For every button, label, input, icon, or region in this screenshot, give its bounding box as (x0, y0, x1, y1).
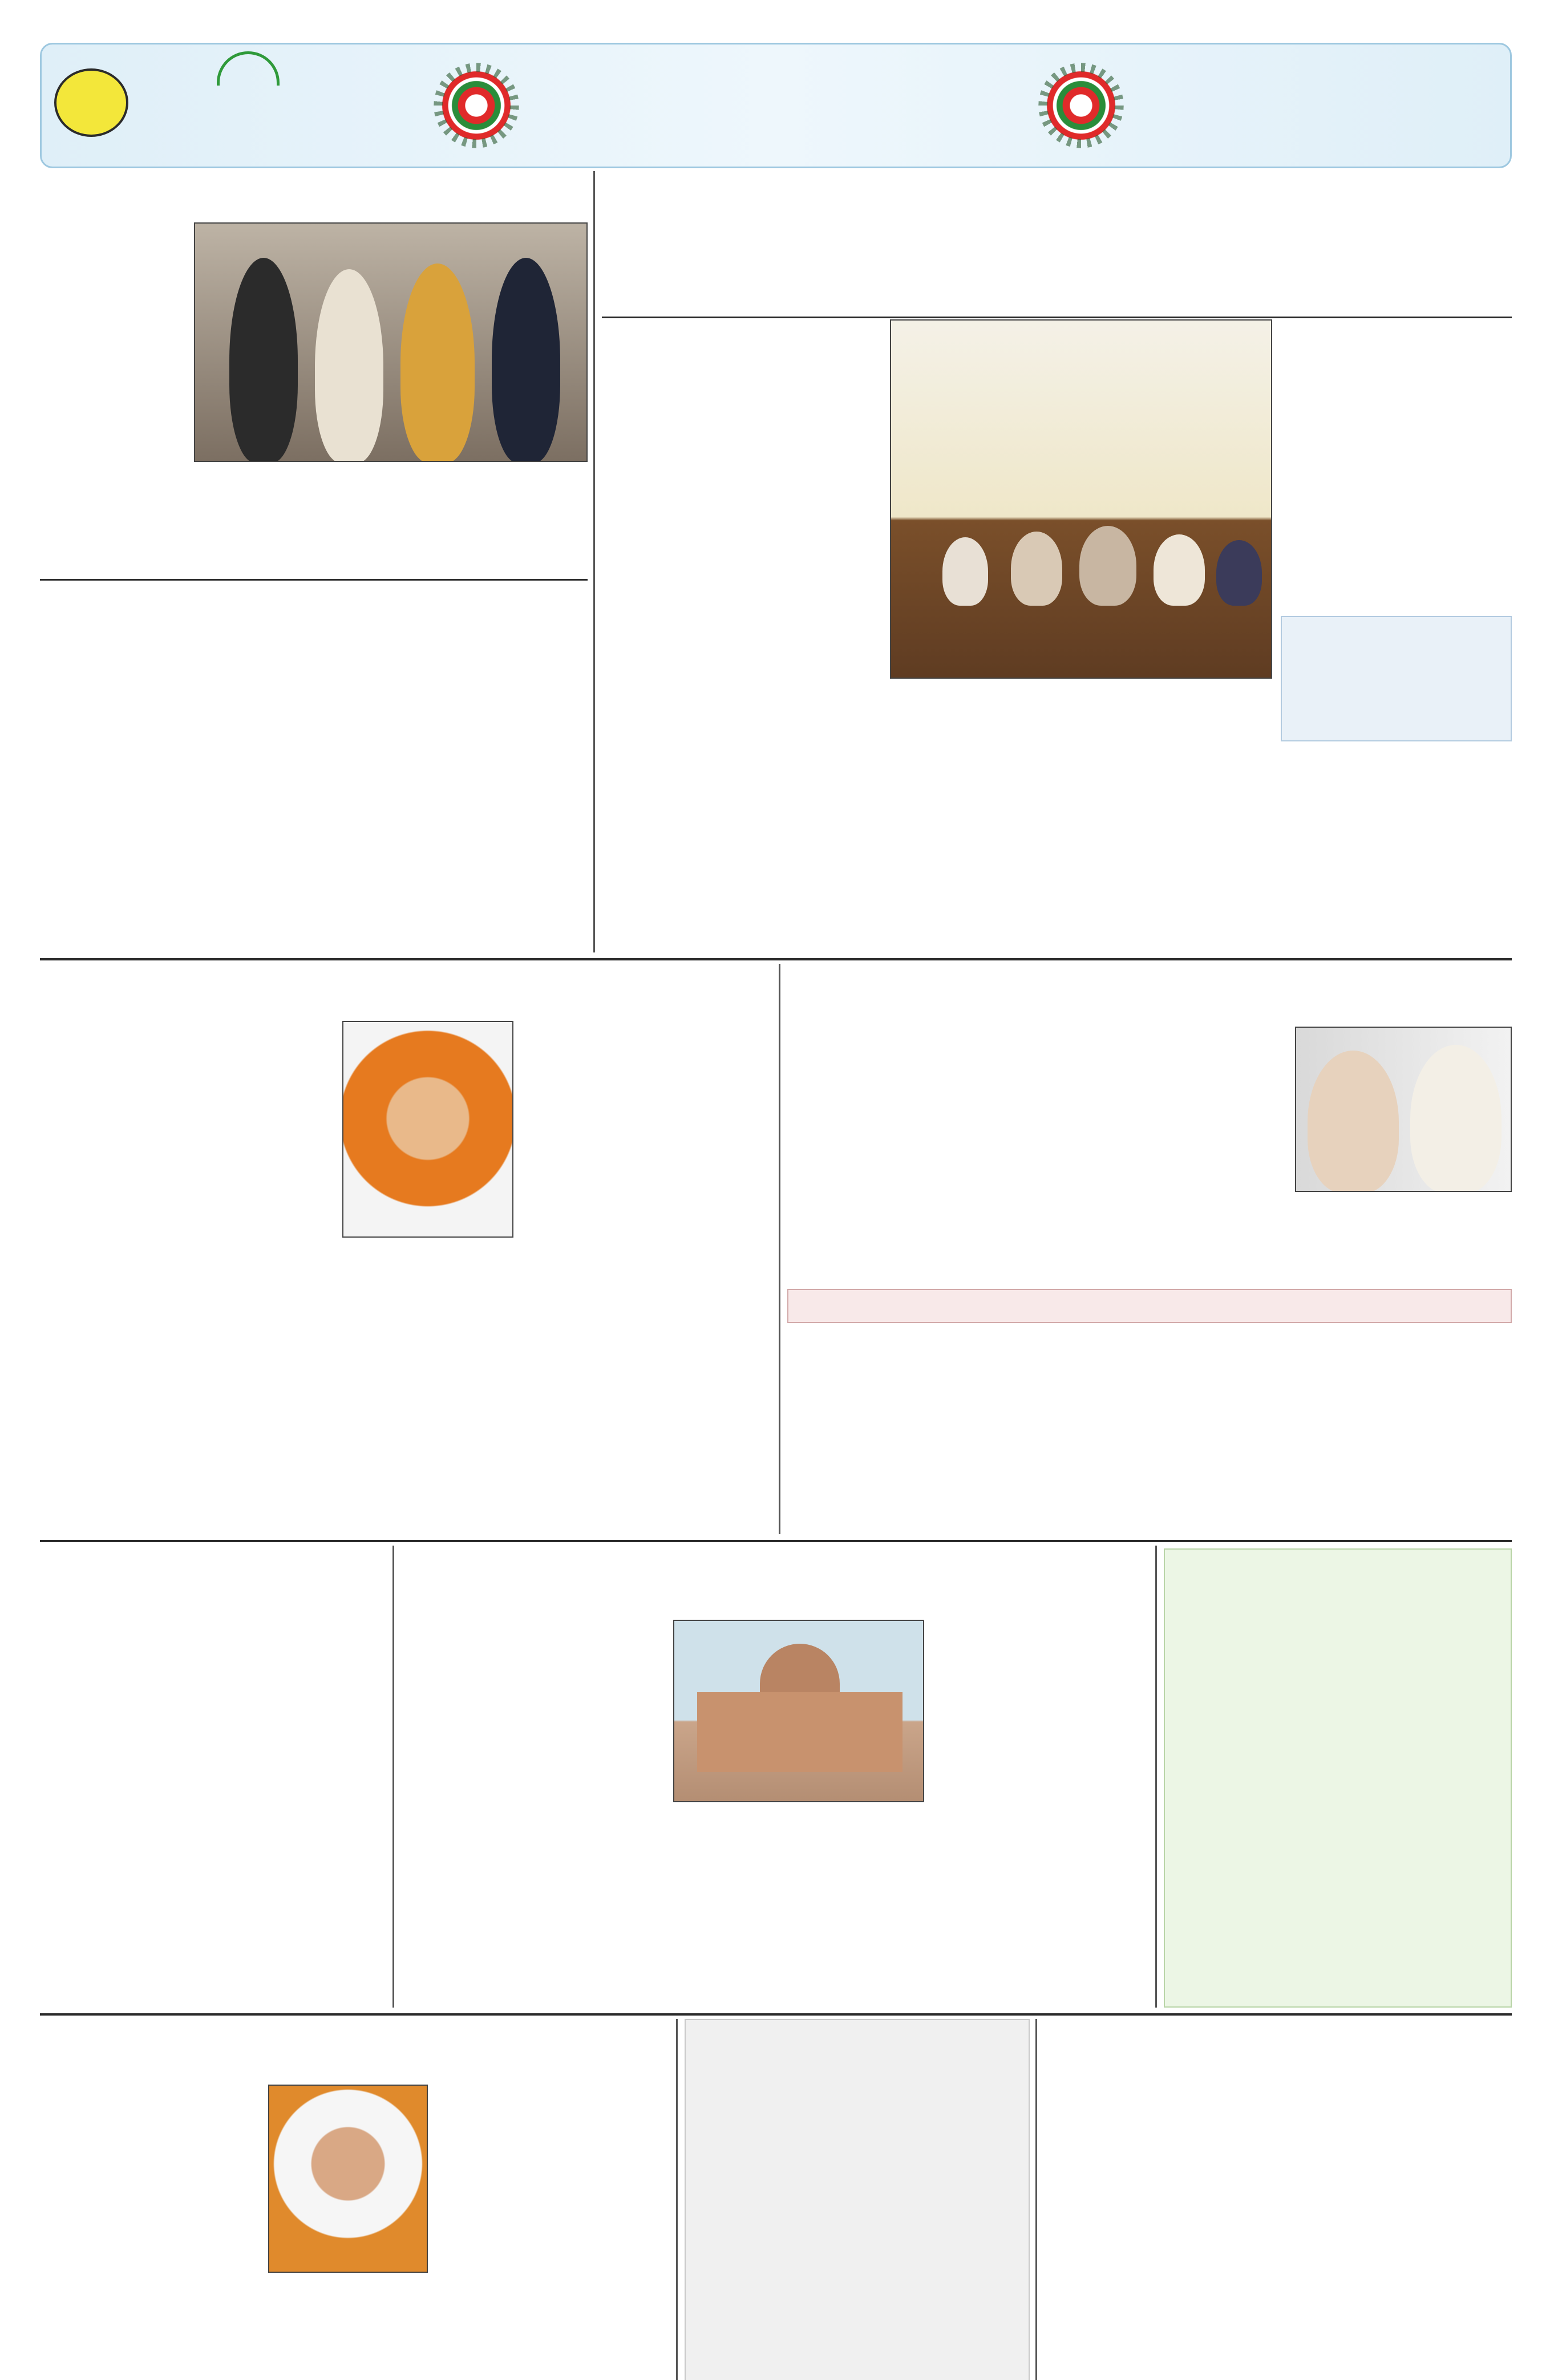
section-divider (40, 2013, 1512, 2016)
up-cabinet-headline (40, 967, 773, 1018)
column-divider (593, 171, 595, 952)
divider (40, 579, 588, 581)
person-figure (1410, 1045, 1502, 1192)
section-divider (40, 958, 1512, 960)
person-figure (400, 263, 475, 462)
aurangzeb-body-col-2 (40, 2085, 260, 2380)
justice-body-col-1 (930, 1648, 1150, 2008)
devbhumi-body (40, 650, 588, 952)
waqf-petition-headline (1044, 2019, 1512, 2059)
rahul-mamata-photo (1295, 1027, 1512, 1192)
teacher-scam-headline (793, 1290, 1506, 1323)
column-divider (1155, 1546, 1157, 2008)
up-cabinet-body-col-2 (342, 1243, 513, 1534)
up-cabinet-body-col-1 (519, 1049, 773, 1534)
mamata-body-col-3 (1033, 1198, 1512, 1283)
president-body-col-1 (40, 245, 185, 576)
mamata-body-col-1 (1033, 1052, 1284, 1192)
devbhumi-headline (40, 582, 588, 625)
banks-headline (1169, 1551, 1506, 1603)
justice-body-col-3 (399, 1620, 665, 2008)
eid-milan-photo (890, 319, 1272, 679)
politician-photo (268, 2085, 428, 2273)
president-headline (40, 171, 588, 217)
divider (602, 317, 1512, 318)
logo-number (234, 48, 268, 88)
person-figure (1011, 532, 1062, 606)
aurangzeb-headline (40, 2022, 670, 2079)
person-figure (1079, 526, 1136, 606)
mehbooba-headline (690, 2022, 1024, 2062)
waqf-petition-body (1044, 2087, 1512, 2380)
person-figure (492, 258, 560, 462)
president-body-col-2 (194, 468, 588, 576)
person-figure (1308, 1051, 1399, 1192)
column-divider (676, 2019, 678, 2380)
teacher-scam-body (787, 1355, 1512, 1534)
dome-icon (760, 1644, 840, 1695)
column-divider (392, 1546, 394, 2008)
column-divider (1035, 2019, 1037, 2380)
lead-body-col-1b (1281, 747, 1512, 952)
section-divider (40, 1540, 1512, 1542)
person-figure (1154, 534, 1205, 606)
logo-wordmark (148, 88, 365, 140)
newspaper-logo (143, 48, 371, 163)
supreme-court-photo (673, 1620, 924, 1802)
pullquote-box (1281, 616, 1512, 741)
lead-body-col-1 (1281, 348, 1512, 610)
mamata-body-col-2 (787, 1027, 1021, 1283)
aurangzeb-body-col-1 (434, 2113, 670, 2380)
mehbooba-body (693, 2090, 1021, 2375)
mamata-headline (787, 967, 1512, 1018)
banks-body (1175, 1631, 1500, 2002)
sunburst-emblem-icon (1038, 63, 1124, 148)
lead-subhead (602, 268, 1512, 314)
lead-headline (602, 171, 1512, 268)
building-icon (697, 1692, 903, 1772)
person-figure (315, 269, 383, 462)
president-award-photo (194, 222, 588, 462)
akhilesh-headline (40, 1548, 388, 1588)
page-number (54, 68, 128, 137)
column-divider (779, 964, 780, 1534)
justice-headline (399, 1548, 1150, 1617)
yogi-photo (342, 1021, 513, 1238)
lead-body-col-2 (890, 684, 1272, 952)
sunburst-emblem-icon (434, 63, 519, 148)
person-figure (1216, 540, 1262, 606)
akhilesh-body (40, 1617, 388, 2008)
person-figure (942, 537, 988, 606)
lead-body-col-3 (602, 322, 881, 952)
justice-body-col-2 (673, 1808, 924, 2008)
person-figure (229, 258, 298, 462)
up-cabinet-body-col-3 (40, 1021, 334, 1534)
